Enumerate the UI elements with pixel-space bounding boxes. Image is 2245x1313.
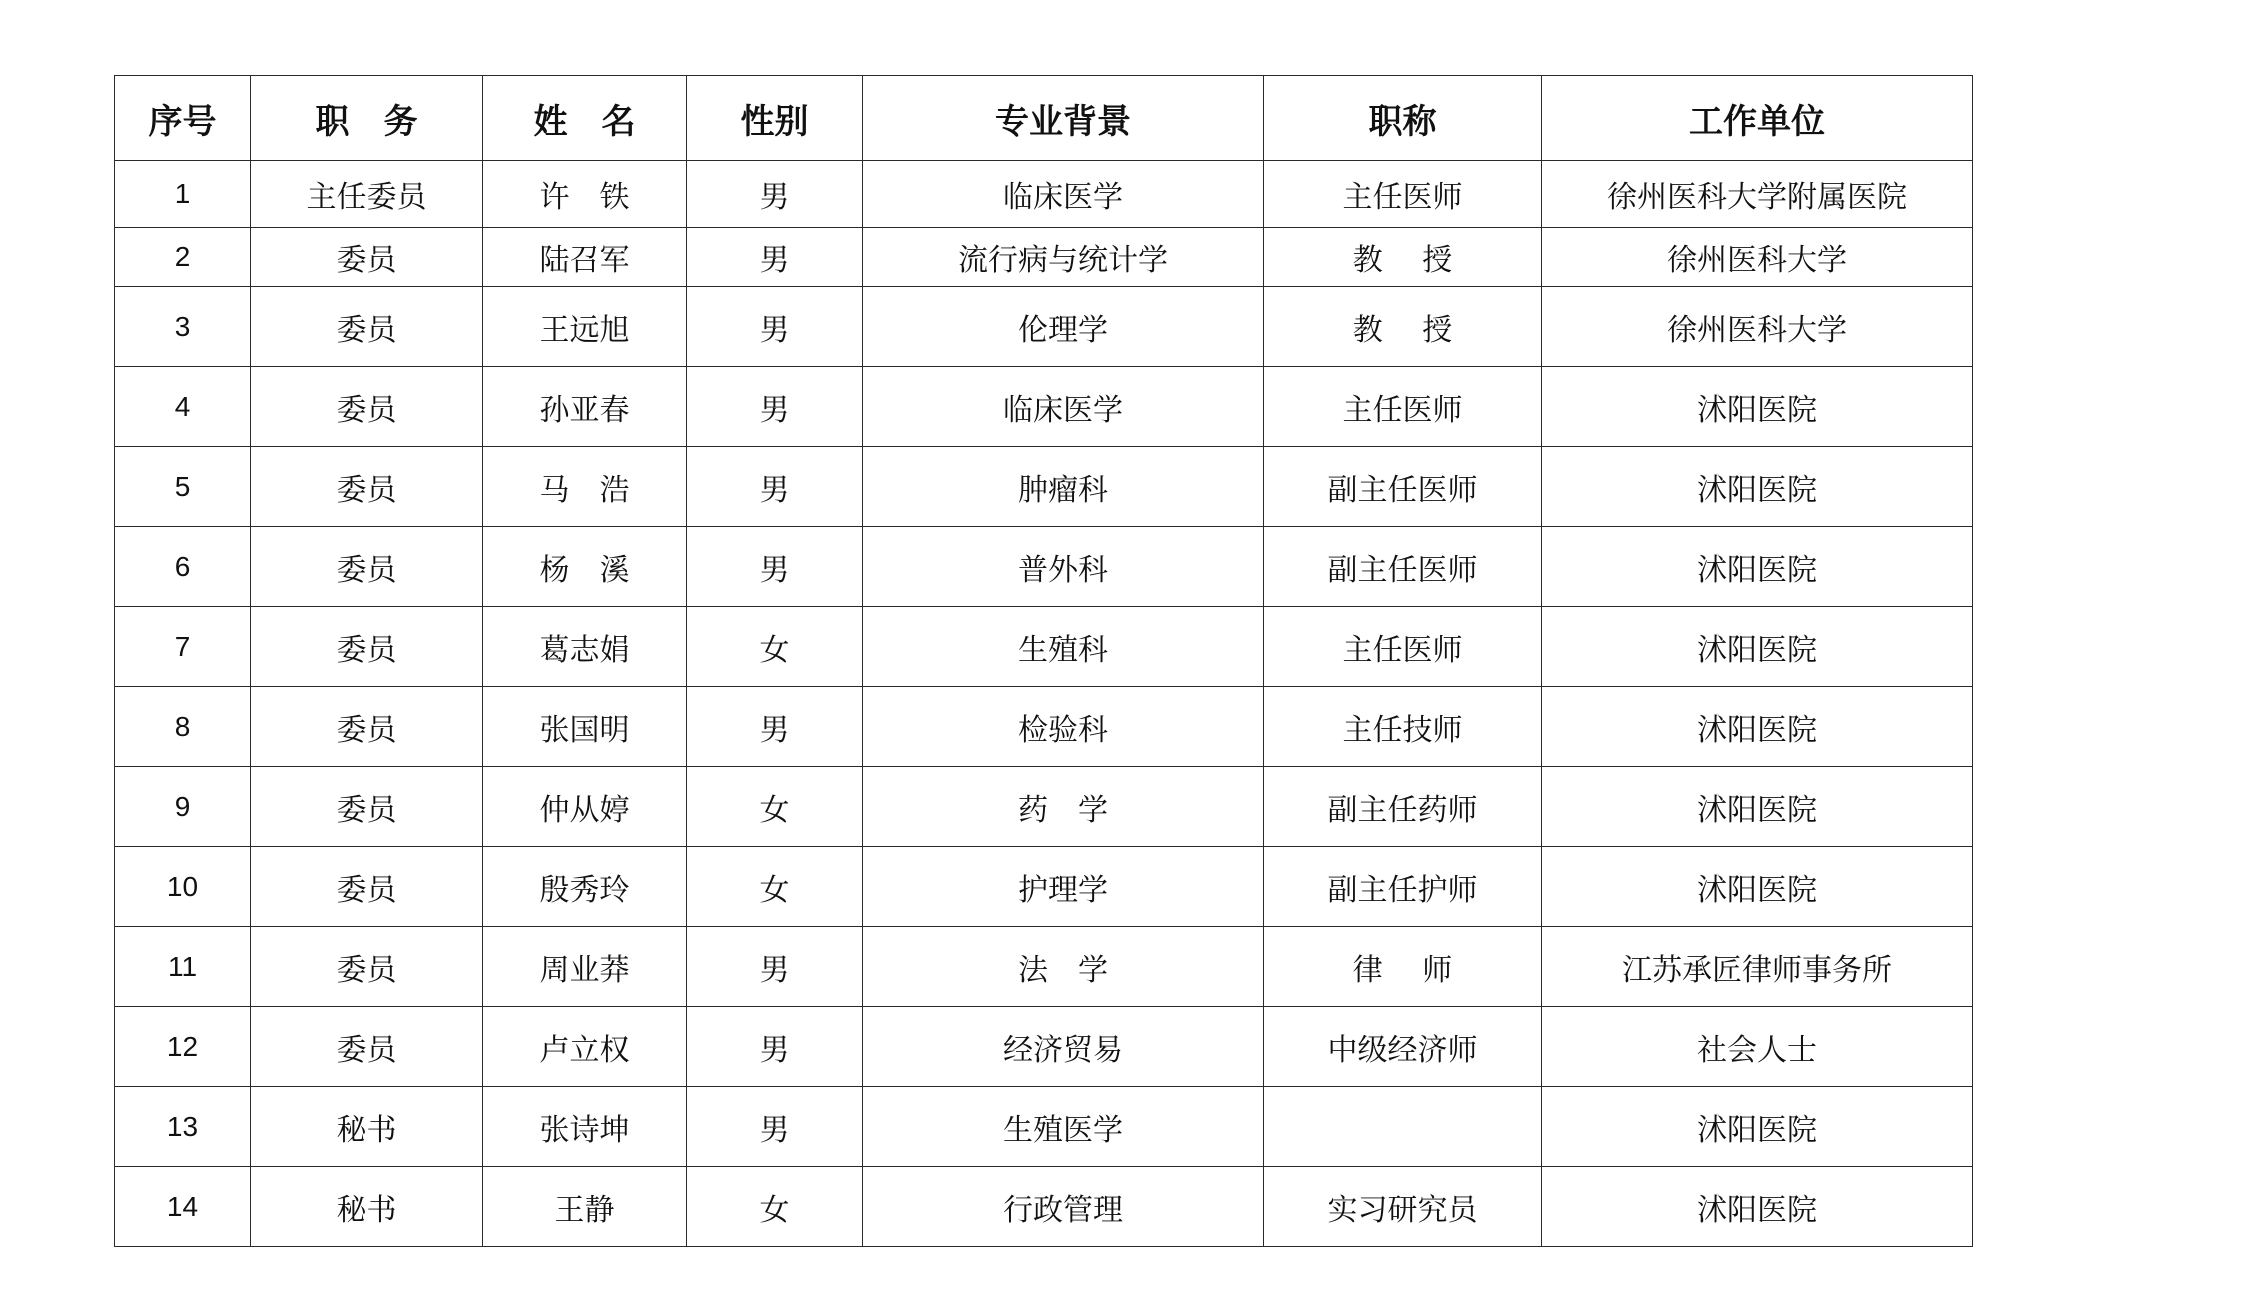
serial-cell: 1 [115, 161, 251, 228]
position-cell: 委员 [251, 367, 483, 447]
gender-cell: 男 [687, 1087, 863, 1167]
serial-cell: 3 [115, 287, 251, 367]
specialty-cell: 流行病与统计学 [863, 228, 1264, 287]
specialty-cell: 临床医学 [863, 367, 1264, 447]
serial-cell: 6 [115, 527, 251, 607]
position-cell: 委员 [251, 847, 483, 927]
serial-cell: 12 [115, 1007, 251, 1087]
name-cell: 陆召军 [483, 228, 687, 287]
name-cell: 王静 [483, 1167, 687, 1247]
header-name: 姓 名 [483, 76, 687, 161]
specialty-cell: 检验科 [863, 687, 1264, 767]
name-cell: 马 浩 [483, 447, 687, 527]
employer-cell: 沭阳医院 [1542, 447, 1973, 527]
specialty-cell: 经济贸易 [863, 1007, 1264, 1087]
specialty-cell: 法 学 [863, 927, 1264, 1007]
employer-cell: 社会人士 [1542, 1007, 1973, 1087]
title-cell: 主任医师 [1264, 161, 1542, 228]
name-cell: 王远旭 [483, 287, 687, 367]
specialty-cell: 药 学 [863, 767, 1264, 847]
header-position: 职 务 [251, 76, 483, 161]
position-cell: 秘书 [251, 1167, 483, 1247]
table-row [115, 847, 1973, 927]
table-row [115, 161, 1973, 228]
title-cell: 主任技师 [1264, 687, 1542, 767]
gender-cell: 女 [687, 767, 863, 847]
gender-cell: 男 [687, 228, 863, 287]
table-row [115, 527, 1973, 607]
committee-member-table [114, 75, 1973, 1247]
specialty-cell: 护理学 [863, 847, 1264, 927]
title-cell: 副主任药师 [1264, 767, 1542, 847]
employer-cell: 沭阳医院 [1542, 1167, 1973, 1247]
table-row [115, 1167, 1973, 1247]
title-cell: 中级经济师 [1264, 1007, 1542, 1087]
header-serial: 序号 [115, 76, 251, 161]
position-cell: 委员 [251, 767, 483, 847]
title-cell: 副主任护师 [1264, 847, 1542, 927]
name-cell: 卢立权 [483, 1007, 687, 1087]
name-cell: 殷秀玲 [483, 847, 687, 927]
serial-cell: 8 [115, 687, 251, 767]
title-cell: 主任医师 [1264, 607, 1542, 687]
employer-cell: 沭阳医院 [1542, 607, 1973, 687]
specialty-cell: 行政管理 [863, 1167, 1264, 1247]
serial-cell: 11 [115, 927, 251, 1007]
position-cell: 秘书 [251, 1087, 483, 1167]
header-title: 职称 [1264, 76, 1542, 161]
position-cell: 委员 [251, 447, 483, 527]
title-cell: 实习研究员 [1264, 1167, 1542, 1247]
employer-cell: 沭阳医院 [1542, 1087, 1973, 1167]
specialty-cell: 伦理学 [863, 287, 1264, 367]
title-cell: 律 师 [1264, 927, 1542, 1007]
gender-cell: 男 [687, 527, 863, 607]
name-cell: 葛志娟 [483, 607, 687, 687]
title-cell: 副主任医师 [1264, 527, 1542, 607]
gender-cell: 女 [687, 607, 863, 687]
specialty-cell: 肿瘤科 [863, 447, 1264, 527]
serial-cell: 7 [115, 607, 251, 687]
position-cell: 委员 [251, 687, 483, 767]
employer-cell: 沭阳医院 [1542, 527, 1973, 607]
name-cell: 孙亚春 [483, 367, 687, 447]
gender-cell: 男 [687, 367, 863, 447]
position-cell: 委员 [251, 287, 483, 367]
name-cell: 周业莽 [483, 927, 687, 1007]
title-cell: 副主任医师 [1264, 447, 1542, 527]
specialty-cell: 普外科 [863, 527, 1264, 607]
table-body [115, 161, 1973, 1247]
gender-cell: 男 [687, 447, 863, 527]
header-employer: 工作单位 [1542, 76, 1973, 161]
title-cell: 主任医师 [1264, 367, 1542, 447]
title-cell: 教 授 [1264, 287, 1542, 367]
title-cell: 教 授 [1264, 228, 1542, 287]
specialty-cell: 生殖科 [863, 607, 1264, 687]
header-specialty: 专业背景 [863, 76, 1264, 161]
name-cell: 张诗坤 [483, 1087, 687, 1167]
position-cell: 委员 [251, 228, 483, 287]
header-gender: 性别 [687, 76, 863, 161]
table-row [115, 367, 1973, 447]
employer-cell: 江苏承匠律师事务所 [1542, 927, 1973, 1007]
name-cell: 许 铁 [483, 161, 687, 228]
gender-cell: 男 [687, 927, 863, 1007]
table-row [115, 228, 1973, 287]
serial-cell: 10 [115, 847, 251, 927]
table-row [115, 447, 1973, 527]
serial-cell: 14 [115, 1167, 251, 1247]
employer-cell: 徐州医科大学附属医院 [1542, 161, 1973, 228]
table-row [115, 927, 1973, 1007]
table-row [115, 287, 1973, 367]
employer-cell: 沭阳医院 [1542, 847, 1973, 927]
serial-cell: 13 [115, 1087, 251, 1167]
position-cell: 委员 [251, 1007, 483, 1087]
employer-cell: 沭阳医院 [1542, 687, 1973, 767]
gender-cell: 女 [687, 847, 863, 927]
table-row [115, 607, 1973, 687]
position-cell: 委员 [251, 607, 483, 687]
header-row [115, 76, 1973, 161]
position-cell: 委员 [251, 927, 483, 1007]
employer-cell: 徐州医科大学 [1542, 228, 1973, 287]
gender-cell: 男 [687, 1007, 863, 1087]
serial-cell: 9 [115, 767, 251, 847]
name-cell: 仲从婷 [483, 767, 687, 847]
gender-cell: 男 [687, 687, 863, 767]
table-header [115, 76, 1973, 161]
table-row [115, 687, 1973, 767]
employer-cell: 沭阳医院 [1542, 767, 1973, 847]
serial-cell: 4 [115, 367, 251, 447]
serial-cell: 2 [115, 228, 251, 287]
gender-cell: 女 [687, 1167, 863, 1247]
name-cell: 杨 溪 [483, 527, 687, 607]
position-cell: 委员 [251, 527, 483, 607]
table-row [115, 1087, 1973, 1167]
employer-cell: 徐州医科大学 [1542, 287, 1973, 367]
specialty-cell: 临床医学 [863, 161, 1264, 228]
table-row [115, 767, 1973, 847]
specialty-cell: 生殖医学 [863, 1087, 1264, 1167]
employer-cell: 沭阳医院 [1542, 367, 1973, 447]
gender-cell: 男 [687, 161, 863, 228]
title-cell [1264, 1087, 1542, 1167]
serial-cell: 5 [115, 447, 251, 527]
gender-cell: 男 [687, 287, 863, 367]
name-cell: 张国明 [483, 687, 687, 767]
table-row [115, 1007, 1973, 1087]
position-cell: 主任委员 [251, 161, 483, 228]
